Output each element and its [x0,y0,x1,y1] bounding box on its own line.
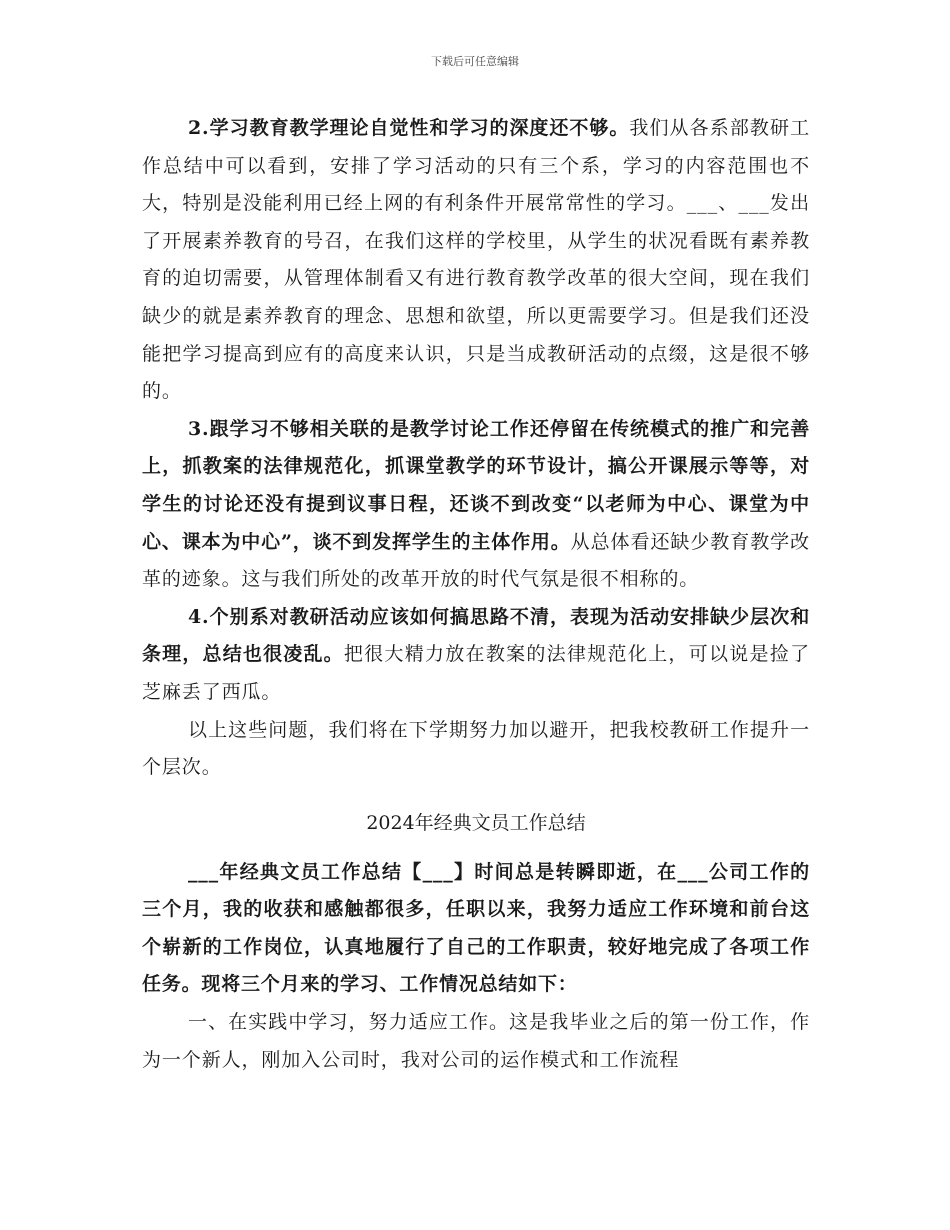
paragraph-3-heading: 3.跟学习不够相关联的是教学讨论工作还停留在传统模式的推广和完善上，抓教案的法律规范化，抓课堂教学的环节设计，搞公开课展示等等，对学生的讨论还没有提到议事日程，还谈不到改变“以老师为中心、课堂为中心、课本为中心”，谈不到发挥学生的主体作用。 [142,417,810,553]
page-header: 下载后可任意编辑 [431,55,519,68]
paragraph-6: ___年经典文员工作总结【___】时间总是转瞬即逝，在___公司工作的三个月，我的收获和感触都很多，任职以来，我努力适应工作环境和前台这个崭新的工作岗位，认真地履行了自己的工作职责，较好地完成了各项工作任务。现将三个月来的学习、工作情况总结如下： [142,860,810,996]
paragraph-2-body: 我们从各系部教研工作总结中可以看到，安排了学习活动的只有三个系，学习的内容范围也不大，特别是没能利用已经上网的有利条件开展常常性的学习。___、___发出了开展素养教育的号召，在我们这样的学校里，从学生的状况看既有素养教育的迫切需要，从管理体制看又有进行教育教学改革的很大空间，现在我们缺少的就是素养教育的理念、思想和欲望，所以更需要学习。但是我们还没能把学习提高到应有的高度来认识，只是当成教研活动的点缀，这是很不够的。 [142,117,810,403]
paragraph-5: 以上这些问题，我们将在下学期努力加以避开，把我校教研工作提升一个层次。 [142,718,810,779]
paragraph-2-heading: 2.学习教育教学理论自觉性和学习的深度还不够。 [188,117,630,139]
section-title: 2024年经典文员工作总结 [366,811,586,834]
paragraph-4 [142,599,810,712]
paragraph-4-body: 把很大精力放在教案的法律规范化上，可以说是捡了芝麻丢了西瓜。 [142,643,810,703]
paragraph-3-body: 从总体看还缺少教育教学改革的迹象。这与我们所处的改革开放的时代气氛是很不相称的。 [142,530,810,591]
document-body [142,110,810,1079]
paragraph-2 [142,110,810,411]
paragraph-4-heading: 4.个别系对教研活动应该如何搞思路不清，表现为活动安排缺少层次和条理，总结也很凌乱。 [142,605,810,666]
paragraph-3 [142,411,810,599]
paragraph-7: 一、在实践中学习，努力适应工作。这是我毕业之后的第一份工作，作为一个新人，刚加入公司时，我对公司的运作模式和工作流程 [142,1011,810,1071]
